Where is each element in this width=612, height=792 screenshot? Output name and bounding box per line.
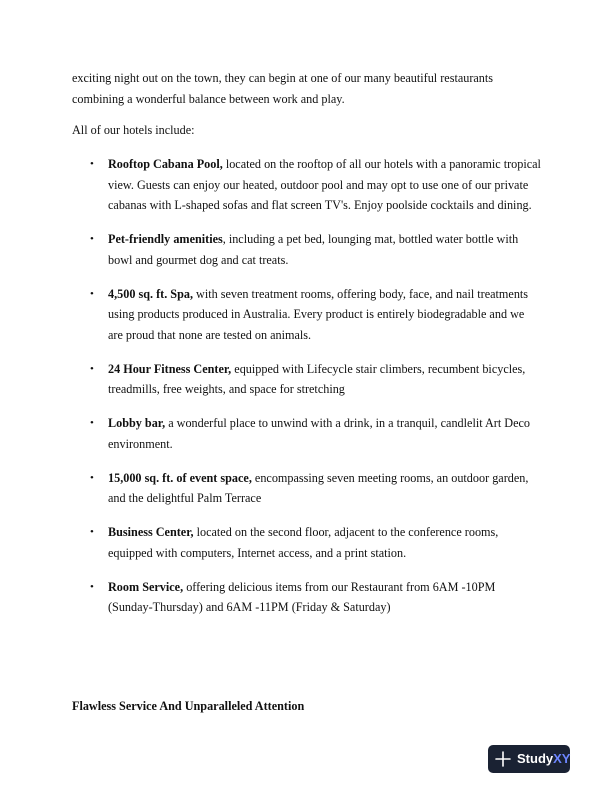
- amenity-title: Rooftop Cabana Pool,: [108, 157, 223, 171]
- intro-line-2: combining a wonderful balance between work and play.: [72, 91, 345, 106]
- bullet-icon: [90, 154, 94, 175]
- amenity-text: located on the rooftop of all our hotels with a panoramic tropical view. Guests can enjoy our heated, outdoor pool and may opt to use one of our private cabanas with L-shaped sofas and flat screen TV's. Enjoy poolside cocktails and dining.: [108, 157, 541, 212]
- list-item: [90, 229, 542, 270]
- section-heading: Flawless Service And Unparalleled Attention: [72, 699, 305, 713]
- list-item: [90, 522, 542, 563]
- amenity-title: 24 Hour Fitness Center,: [108, 361, 232, 376]
- amenity-title: 15,000 sq. ft. of event space,: [108, 470, 252, 485]
- logo-brand-part1: Study: [517, 751, 554, 766]
- bullet-icon: [90, 413, 94, 434]
- intro-line-1: exciting night out on the town, they can begin at one of our many beautiful restaurants: [72, 71, 494, 85]
- amenity-text: equipped with Lifecycle stair climbers, recumbent bicycles, treadmills, free weights, and space for stretching: [108, 361, 526, 396]
- plus-icon: [495, 751, 511, 767]
- amenity-title: Business Center,: [108, 525, 194, 539]
- list-item: [90, 284, 542, 346]
- bullet-icon: [90, 359, 94, 380]
- all-hotels-include-text: All of our hotels include:: [72, 123, 195, 137]
- amenity-text: a wonderful place to unwind with a drink, in a tranquil, candlelit Art Deco environment.: [108, 416, 530, 451]
- bullet-icon: [90, 468, 94, 489]
- amenity-text: offering delicious items from our Restaurant from 6AM -10PM (Sunday-Thursday) and 6AM -11PM (Friday & Saturday): [108, 579, 496, 614]
- logo-brand-part2: XY: [553, 751, 571, 766]
- amenity-title: Pet-friendly amenities: [108, 232, 223, 246]
- amenity-title: Room Service,: [108, 579, 184, 594]
- amenity-text: located on the second floor, adjacent to the conference rooms, equipped with computers, Internet access, and a print station.: [108, 525, 499, 560]
- list-item: [90, 154, 542, 216]
- intro-paragraph: [72, 68, 542, 109]
- list-item: [90, 577, 542, 618]
- amenity-title: 4,500 sq. ft. Spa,: [108, 286, 193, 301]
- bullet-icon: [90, 522, 94, 543]
- bullet-icon: [90, 577, 94, 598]
- bullet-icon: [90, 229, 94, 250]
- amenity-title: Lobby bar,: [108, 416, 166, 430]
- amenity-text: encompassing seven meeting rooms, an outdoor garden, and the delightful Palm Terrace: [108, 470, 529, 505]
- amenity-text: , including a pet bed, lounging mat, bottled water bottle with bowl and gourmet dog and cat treats.: [108, 232, 519, 267]
- studyxy-logo[interactable]: [488, 745, 570, 773]
- bullet-icon: [90, 284, 94, 305]
- list-item: [90, 359, 542, 400]
- amenities-list: [90, 154, 542, 631]
- amenity-text: with seven treatment rooms, offering body, face, and nail treatments using products produced in Australia. Every product is entirely biodegradable and we are proud that none are tested on animals.: [108, 286, 529, 342]
- list-item: [90, 468, 542, 509]
- list-item: [90, 413, 542, 454]
